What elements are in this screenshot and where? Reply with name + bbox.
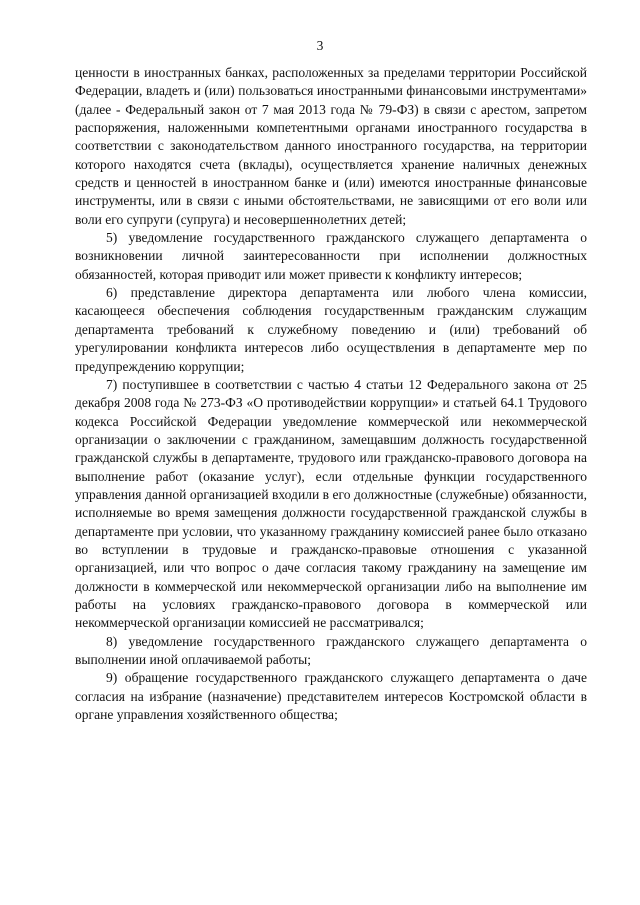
- paragraph-continuation: ценности в иностранных банках, расположенных за пределами территории Российской Федерации, владеть и (или) пользоваться иностранными финансовыми инструментами» (далее - Федеральный закон от 7 мая 2013 года № 79-ФЗ) в связи с арестом, запретом распоряжения, наложенными компетентными органами иностранного государства в соответствии с законодательством данного иностранного государства, на территории которого находятся счета (вклады), осуществляется хранение наличных денежных средств и ценностей в иностранном банке и (или) имеются иностранные финансовые инструменты, или в связи с иными обстоятельствами, не зависящими от его воли или воли его супруги (супруга) и несовершеннолетних детей;: [75, 65, 587, 227]
- paragraph-item-5: 5) уведомление государственного гражданского служащего департамента о возникновении личной заинтересованности при исполнении должностных обязанностей, которая приводит или может привести к конфликту интересов;: [75, 230, 587, 282]
- document-body: [75, 64, 587, 724]
- page-number: 3: [316, 38, 324, 53]
- paragraph-item-8: 8) уведомление государственного гражданского служащего департамента о выполнении иной оплачиваемой работы;: [75, 633, 587, 667]
- paragraph-item-6: 6) представление директора департамента или любого члена комиссии, касающееся обеспечения соблюдения государственным гражданским служащим департамента требований к служебному поведению и (или) требований об урегулировании конфликта интересов либо осуществления в департаменте мер по предупреждению коррупции;: [75, 285, 587, 374]
- paragraph-item-7: 7) поступившее в соответствии с частью 4 статьи 12 Федерального закона от 25 декабря 2008 года № 273-ФЗ «О противодействии коррупции» и статьей 64.1 Трудового кодекса Российской Федерации уведомление коммерческой или некоммерческой организации о заключении с гражданином, замещавшим должность государственной гражданской службы в департаменте, трудового или гражданско-правового договора на выполнение работ (оказание услуг), если отдельные функции государственного управления данной организацией входили в его должностные (служебные) обязанности, исполняемые во время замещения должности государственной гражданской службы в департаменте при условии, что указанному гражданину комиссией ранее было отказано во вступлении в трудовые и гражданско-правовые отношения с указанной организацией, или что вопрос о даче согласия такому гражданину на замещение им должности в коммерческой или некоммерческой организации либо на выполнение им работы на условиях гражданско-правового договора в коммерческой или некоммерческой организации комиссией не рассматривался;: [75, 376, 587, 631]
- paragraph-item-9: 9) обращение государственного гражданского служащего департамента о даче согласия на избрание (назначение) представителем интересов Костромской области в органе управления хозяйственного общества;: [75, 670, 587, 723]
